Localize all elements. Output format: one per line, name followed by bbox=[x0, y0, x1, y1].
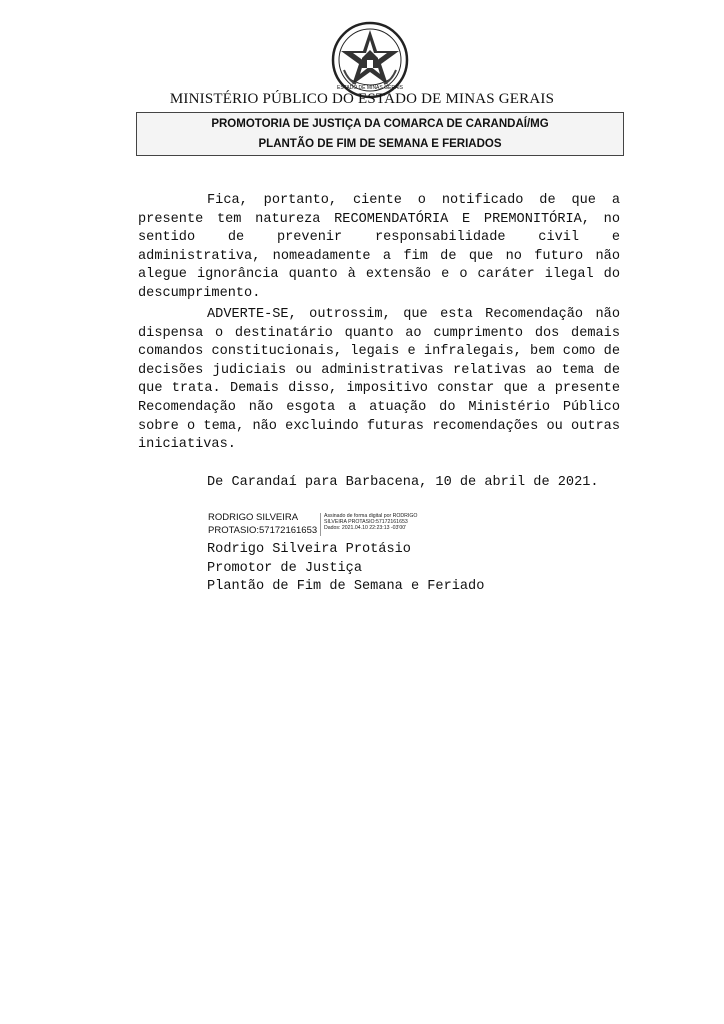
digital-signature-name bbox=[208, 512, 320, 537]
signatory-block bbox=[207, 541, 484, 597]
date-paragraph bbox=[138, 474, 620, 493]
date-paragraph-text: De Carandaí para Barbacena, 10 de abril de 2021. bbox=[207, 475, 599, 490]
signature-detail-line-3: Dados: 2021.04.10 22:23:13 -03'00' bbox=[324, 525, 407, 532]
plantao-line: PLANTÃO DE FIM DE SEMANA E FERIADOS bbox=[258, 138, 502, 150]
digital-signature-details bbox=[324, 513, 474, 532]
signature-name-line-2: PROTASIO:57172161653 bbox=[208, 524, 318, 536]
digital-signature bbox=[208, 512, 468, 538]
state-seal-icon bbox=[330, 20, 410, 100]
signature-detail-line-1: Assinado de forma digital por RODRIGO bbox=[324, 513, 418, 519]
promotoria-line: PROMOTORIA DE JUSTIÇA DA COMARCA DE CARANDAÍ/MG bbox=[211, 118, 549, 130]
signatory-office: Plantão de Fim de Semana e Feriado bbox=[207, 579, 485, 595]
paragraph-1 bbox=[138, 192, 620, 304]
signature-name-line-1: RODRIGO SILVEIRA bbox=[208, 512, 299, 523]
signatory-name: Rodrigo Silveira Protásio bbox=[207, 542, 411, 557]
paragraph-1-text: Fica, portanto, ciente o notificado de que a presente tem natureza RECOMENDATÓRIA E PREMONITÓRIA, no sentido de prevenir responsabilidade civil e administrativa, nomeadamente a fim de que no futuro não alegue ignorância quanto à extensão e o caráter ilegal do descumprimento. bbox=[138, 193, 620, 301]
seal-text: ESTADO DE MINAS GERAIS bbox=[336, 85, 404, 91]
signature-divider bbox=[320, 513, 321, 536]
header-box bbox=[136, 112, 624, 156]
ministry-title: MINISTÉRIO PÚBLICO DO ESTADO DE MINAS GERAIS bbox=[169, 91, 555, 107]
paragraph-2 bbox=[138, 306, 620, 455]
signature-detail-line-2: SILVEIRA PROTASIO:57172161653 bbox=[324, 519, 408, 526]
signatory-role: Promotor de Justiça bbox=[207, 560, 362, 576]
paragraph-2-text: ADVERTE-SE, outrossim, que esta Recomendação não dispensa o destinatário quanto ao cumprimento dos demais comandos constitucionais, legais e infralegais, bem como de decisões judiciais ou administrativas relativas ao tema de que trata. Demais disso, impositivo constar que a presente Recomendação não esgota a atuação do Ministério Público sobre o tema, não excluindo futuras recomendações ou outras iniciativas. bbox=[138, 307, 620, 453]
